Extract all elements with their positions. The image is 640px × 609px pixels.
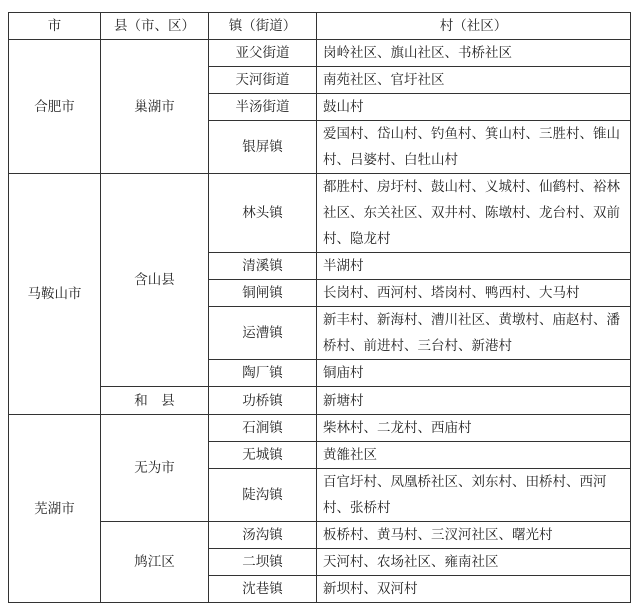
village-cell: 岗岭社区、旗山社区、书桥社区 bbox=[317, 40, 631, 67]
village-cell: 板桥村、黄马村、三汊河社区、曙光村 bbox=[317, 522, 631, 549]
village-table bbox=[8, 12, 631, 603]
village-cell: 半湖村 bbox=[317, 253, 631, 280]
village-cell: 南苑社区、官圩社区 bbox=[317, 67, 631, 94]
town-cell: 二坝镇 bbox=[209, 549, 317, 576]
village-cell: 铜庙村 bbox=[317, 360, 631, 387]
town-cell: 林头镇 bbox=[209, 174, 317, 253]
city-cell: 合肥市 bbox=[9, 40, 101, 174]
town-cell: 半汤街道 bbox=[209, 94, 317, 121]
town-cell: 铜闸镇 bbox=[209, 280, 317, 307]
county-cell: 巢湖市 bbox=[101, 40, 209, 174]
village-cell: 都胜村、房圩村、鼓山村、义城村、仙鹤村、裕林社区、东关社区、双井村、陈墩村、龙台村、双前村、隐龙村 bbox=[317, 174, 631, 253]
town-cell: 天河街道 bbox=[209, 67, 317, 94]
header-town: 镇（街道） bbox=[209, 13, 317, 40]
table-row bbox=[9, 415, 631, 442]
city-cell: 马鞍山市 bbox=[9, 174, 101, 415]
table-row bbox=[9, 387, 631, 415]
town-cell: 功桥镇 bbox=[209, 387, 317, 415]
village-cell: 黄雒社区 bbox=[317, 442, 631, 469]
village-cell: 鼓山村 bbox=[317, 94, 631, 121]
village-cell: 长岗村、西河村、塔岗村、鸭西村、大马村 bbox=[317, 280, 631, 307]
village-cell: 百官圩村、凤凰桥社区、刘东村、田桥村、西河村、张桥村 bbox=[317, 469, 631, 522]
table-row bbox=[9, 522, 631, 549]
county-cell: 鸠江区 bbox=[101, 522, 209, 603]
town-cell: 运漕镇 bbox=[209, 307, 317, 360]
header-row bbox=[9, 13, 631, 40]
header-village: 村（社区） bbox=[317, 13, 631, 40]
village-cell: 天河村、农场社区、雍南社区 bbox=[317, 549, 631, 576]
town-cell: 石涧镇 bbox=[209, 415, 317, 442]
county-cell: 和 县 bbox=[101, 387, 209, 415]
village-cell: 爱国村、岱山村、钓鱼村、箕山村、三胜村、锥山村、吕婆村、白牡山村 bbox=[317, 121, 631, 174]
county-cell: 无为市 bbox=[101, 415, 209, 522]
town-cell: 清溪镇 bbox=[209, 253, 317, 280]
village-cell: 新丰村、新海村、漕川社区、黄墩村、庙赵村、潘桥村、前进村、三台村、新港村 bbox=[317, 307, 631, 360]
town-cell: 银屏镇 bbox=[209, 121, 317, 174]
town-cell: 无城镇 bbox=[209, 442, 317, 469]
town-cell: 陡沟镇 bbox=[209, 469, 317, 522]
village-cell: 柴林村、二龙村、西庙村 bbox=[317, 415, 631, 442]
county-cell: 含山县 bbox=[101, 174, 209, 387]
header-city: 市 bbox=[9, 13, 101, 40]
table-row bbox=[9, 40, 631, 67]
town-cell: 亚父街道 bbox=[209, 40, 317, 67]
table-row bbox=[9, 174, 631, 253]
town-cell: 陶厂镇 bbox=[209, 360, 317, 387]
village-cell: 新塘村 bbox=[317, 387, 631, 415]
village-cell: 新坝村、双河村 bbox=[317, 576, 631, 603]
header-county: 县（市、区） bbox=[101, 13, 209, 40]
town-cell: 汤沟镇 bbox=[209, 522, 317, 549]
town-cell: 沈巷镇 bbox=[209, 576, 317, 603]
city-cell: 芜湖市 bbox=[9, 415, 101, 603]
